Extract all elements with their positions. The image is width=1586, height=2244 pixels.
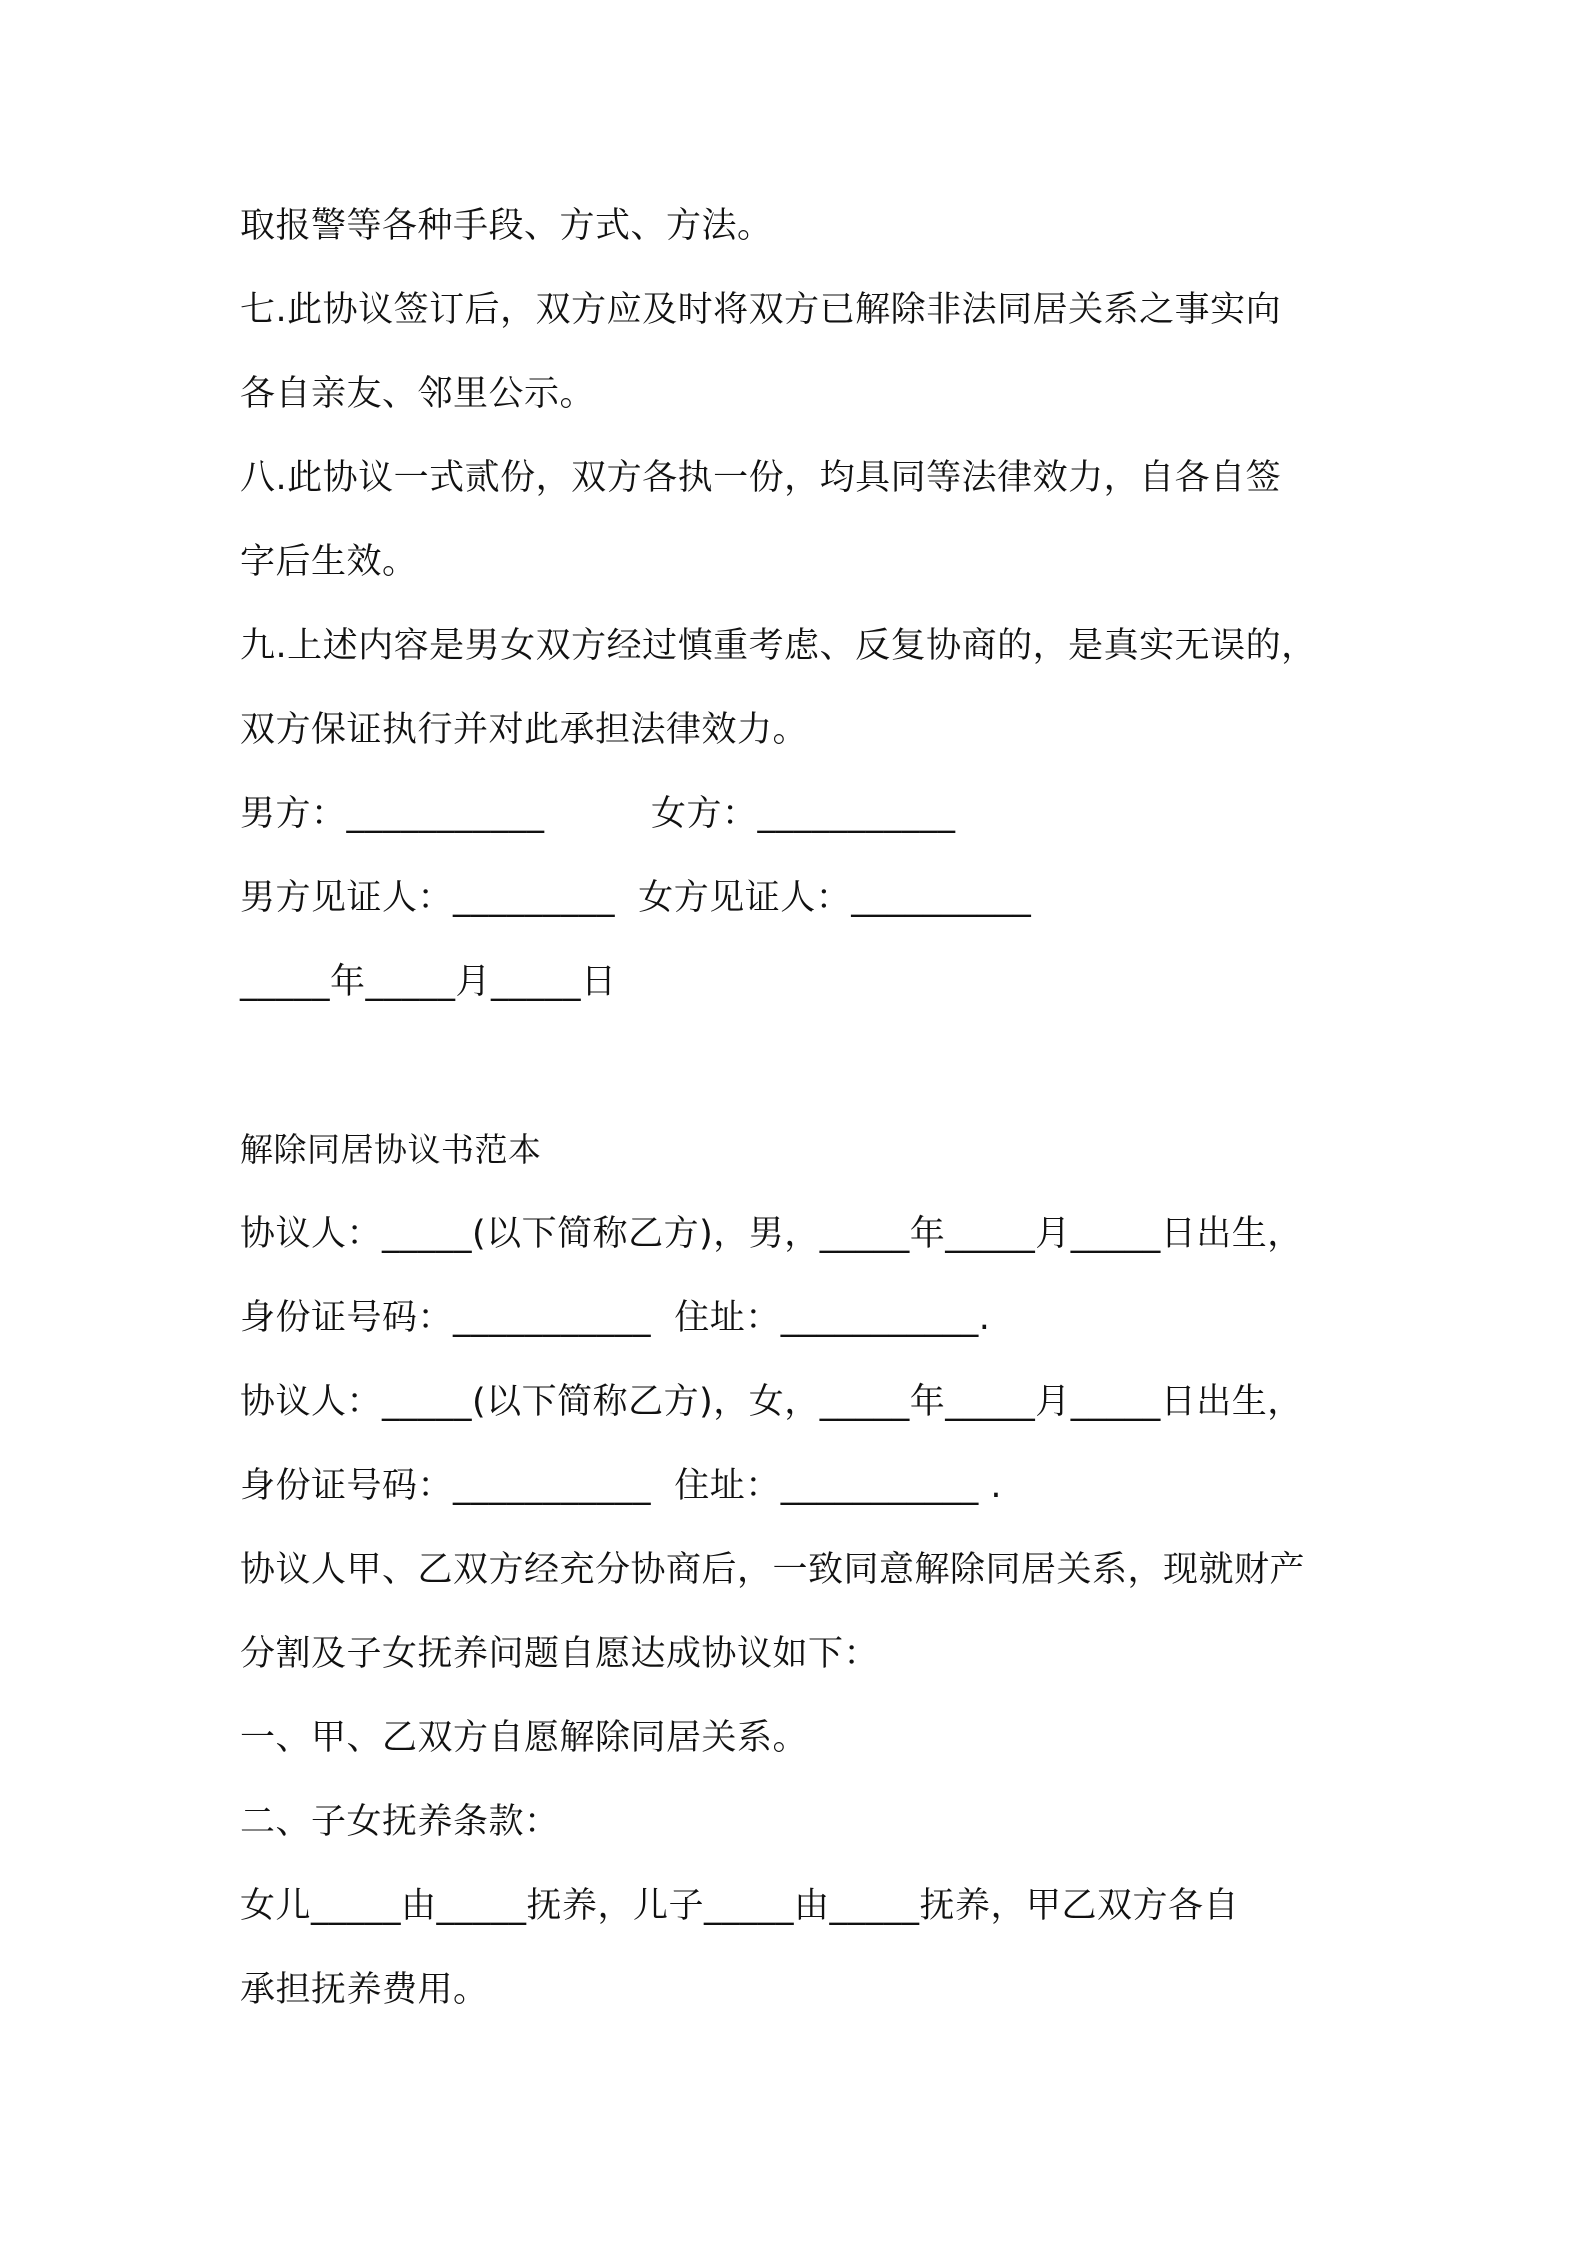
document-title: 解除同居协议书范本 bbox=[240, 1130, 542, 1169]
text-line-clause-8: 八.此协议一式贰份，双方各执一份，均具同等法律效力，自各自签 bbox=[240, 458, 1282, 498]
text-line-clause-8-cont: 字后生效。 bbox=[240, 542, 418, 582]
id-address-line-male: 身份证号码：___________ 住址：___________. bbox=[240, 1298, 991, 1338]
text-line-custody: 女儿_____由_____抚养，儿子_____由_____抚养，甲乙双方各自 bbox=[240, 1886, 1240, 1926]
date-line: _____年_____月_____日 bbox=[240, 962, 617, 1002]
text-line-agreement-intro-cont: 分割及子女抚养问题自愿达成协议如下： bbox=[240, 1634, 880, 1674]
text-line-clause-2: 二、子女抚养条款： bbox=[240, 1802, 560, 1842]
text-line-clause-7-cont: 各自亲友、邻里公示。 bbox=[240, 374, 596, 414]
text-line-clause-9: 九.上述内容是男女双方经过慎重考虑、反复协商的，是真实无误的， bbox=[240, 626, 1317, 666]
party-line-male: 协议人：_____(以下简称乙方)，男，_____年_____月_____日出生， bbox=[240, 1214, 1303, 1254]
text-line-clause-7: 七.此协议签订后，双方应及时将双方已解除非法同居关系之事实向 bbox=[240, 290, 1282, 330]
text-line-clause-6-end: 取报警等各种手段、方式、方法。 bbox=[240, 206, 773, 246]
text-line-agreement-intro: 协议人甲、乙双方经充分协商后，一致同意解除同居关系，现就财产 bbox=[240, 1550, 1306, 1590]
signature-line-parties: 男方：___________ 女方：___________ bbox=[240, 794, 956, 834]
text-line-custody-cont: 承担抚养费用。 bbox=[240, 1970, 489, 2010]
signature-line-witnesses: 男方见证人：_________ 女方见证人：__________ bbox=[240, 878, 1032, 918]
text-line-clause-1: 一、甲、乙双方自愿解除同居关系。 bbox=[240, 1718, 809, 1758]
text-line-clause-9-cont: 双方保证执行并对此承担法律效力。 bbox=[240, 710, 809, 750]
id-address-line-female: 身份证号码：___________ 住址：___________ . bbox=[240, 1466, 1003, 1506]
party-line-female: 协议人：_____(以下简称乙方)，女，_____年_____月_____日出生， bbox=[240, 1382, 1303, 1422]
